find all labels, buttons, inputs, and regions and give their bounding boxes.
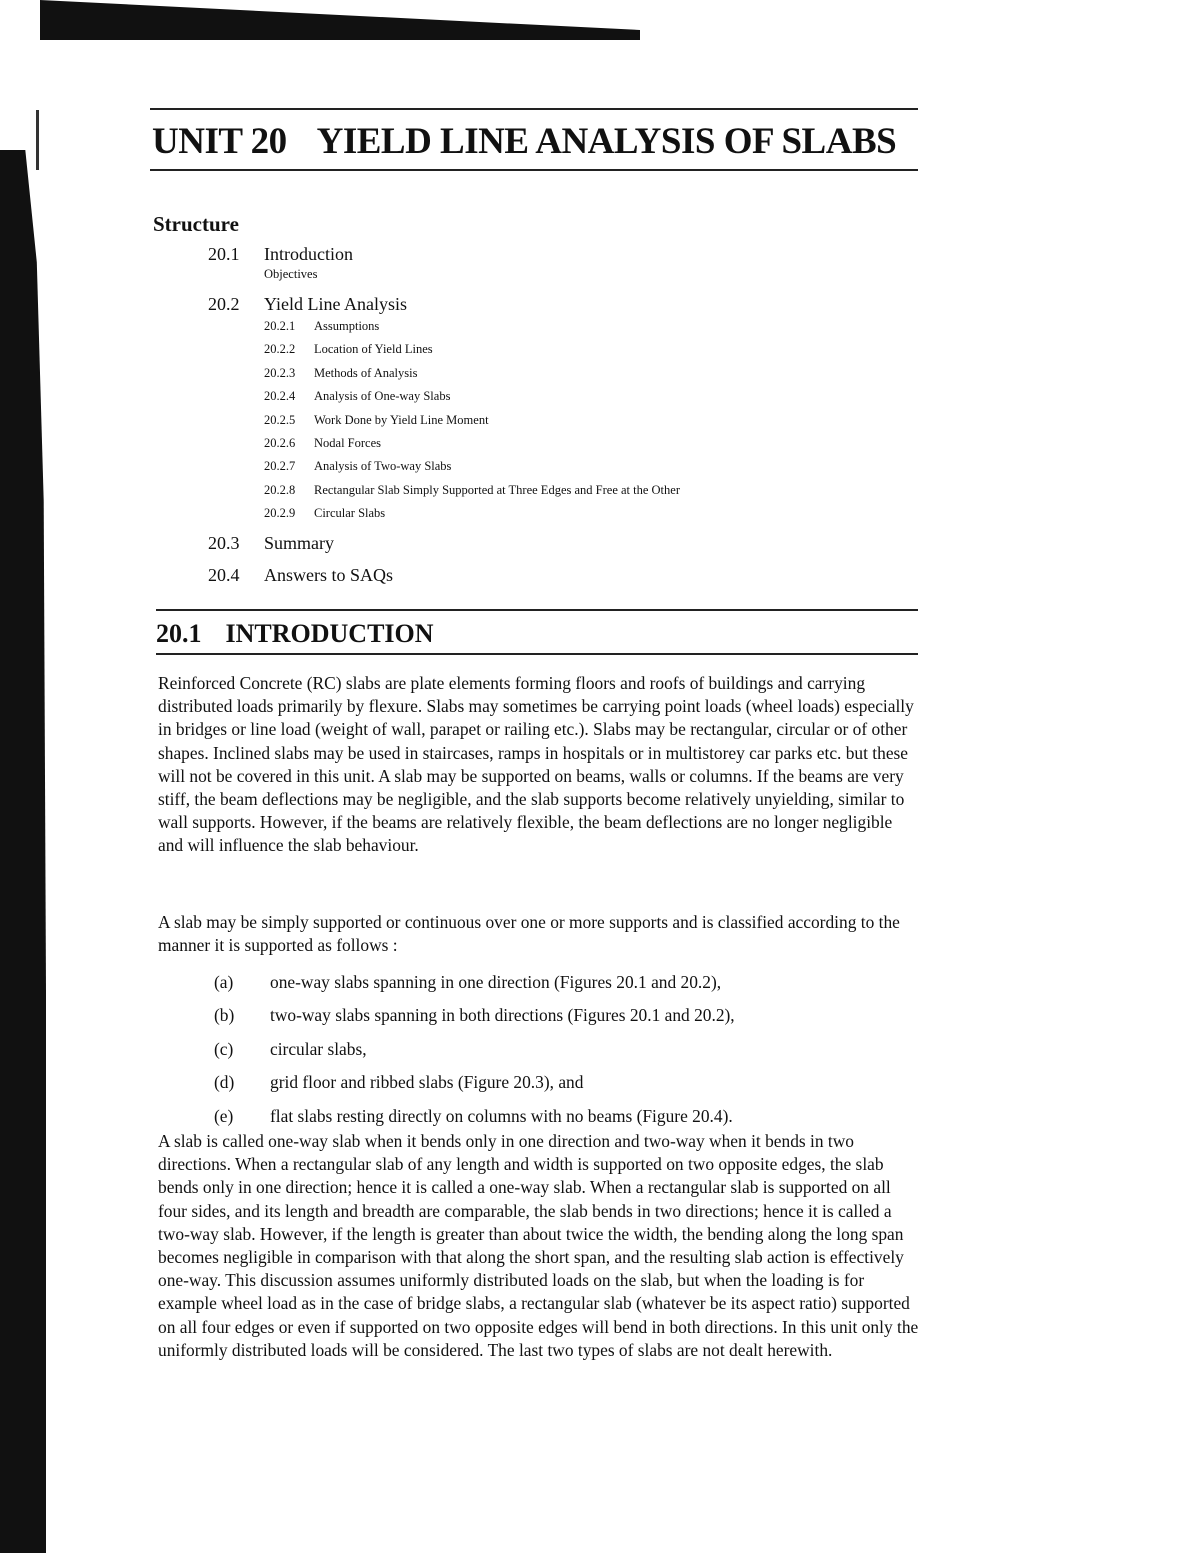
list-marker: (c) <box>214 1038 234 1059</box>
section-number: 20.1 <box>156 619 202 648</box>
toc-subentry <box>264 479 848 502</box>
toc-subentry-title: Circular Slabs <box>314 506 386 521</box>
toc-subentry <box>264 362 848 385</box>
toc-subentry-number: 20.2.7 <box>264 459 296 474</box>
toc-subentry <box>264 409 848 432</box>
toc-subentry-title: Analysis of Two-way Slabs <box>314 459 452 474</box>
toc-subentry-number: 20.2.8 <box>264 482 296 497</box>
toc-subentry-title: Work Done by Yield Line Moment <box>314 412 489 427</box>
table-of-contents <box>208 243 848 586</box>
toc-entry-note: Objectives <box>264 267 318 281</box>
unit-title <box>152 120 918 163</box>
toc-subentry-number: 20.2.3 <box>264 365 296 380</box>
toc-entry <box>208 293 848 315</box>
toc-entry-title: Yield Line Analysis <box>264 294 407 314</box>
toc-subentry-number: 20.2.6 <box>264 436 296 451</box>
toc-entry-number: 20.4 <box>208 564 240 585</box>
toc-entry-title: Answers to SAQs <box>264 564 394 585</box>
toc-entry <box>208 243 848 265</box>
toc-subentry <box>264 338 848 361</box>
paragraph: A slab is called one-way slab when it bends only in one direction and two-way when it bends in two directions. When a rectangular slab of any length and width is supported on two opposite edges, the slab bends only in one direction; hence it is called a one-way slab. When a rectangular slab is supported on all four sides, and its length and breadth are comparable, the slab bends in two directions; hence it is called a two-way slab. However, if the length is greater than about twice the width, the bending along the long span becomes negligible in comparison with that along the short span, and the resulting slab action is effectively one-way. This discussion assumes uniformly distributed loads on the slab, but when the loading is for example wheel load as in the case of bridge slabs, a rectangular slab (whatever be its aspect ratio) supported on all four edges or even if supported on two opposite edges will bend in both directions. In this unit only the uniformly distributed loads will be considered. The last two types of slabs are not dealt herewith. <box>158 1131 919 1360</box>
toc-subentry-number: 20.2.2 <box>264 342 296 357</box>
list-item-text: circular slabs, <box>270 1038 367 1059</box>
structure-heading: Structure <box>153 212 239 236</box>
toc-subentry-title: Location of Yield Lines <box>314 342 433 357</box>
list-marker: (d) <box>214 1072 235 1093</box>
toc-entry <box>208 564 848 586</box>
list-marker: (b) <box>214 1005 235 1026</box>
paragraph: A slab may be simply supported or continuous over one or more supports and is classified according to the manner it is supported as follows : <box>158 912 900 956</box>
toc-subentry-number: 20.2.5 <box>264 412 296 427</box>
unit-number: UNIT 20 <box>152 121 287 162</box>
slab-type-list <box>214 966 894 1133</box>
list-item-text: flat slabs resting directly on columns with no beams (Figure 20.4). <box>270 1105 733 1126</box>
list-item <box>214 1033 894 1066</box>
toc-entry-number: 20.1 <box>208 244 240 264</box>
list-item-text: two-way slabs spanning in both directions (Figures 20.1 and 20.2), <box>270 1005 735 1026</box>
toc-subentry <box>264 432 848 455</box>
toc-entry-title: Introduction <box>264 244 353 264</box>
toc-subentry <box>264 455 848 478</box>
list-item-text: grid floor and ribbed slabs (Figure 20.3), and <box>270 1072 584 1093</box>
list-item <box>214 1066 894 1099</box>
scan-artifact-left-edge <box>0 150 46 1553</box>
toc-subentry <box>264 315 848 338</box>
toc-subentry-title: Methods of Analysis <box>314 365 418 380</box>
list-marker: (e) <box>214 1105 234 1126</box>
toc-subentry-title: Rectangular Slab Simply Supported at Three Edges and Free at the Other <box>314 482 680 497</box>
list-marker: (a) <box>214 972 234 992</box>
section-title: INTRODUCTION <box>225 619 434 648</box>
list-item-text: one-way slabs spanning in one direction (Figures 20.1 and 20.2), <box>270 972 722 992</box>
toc-subentry <box>264 502 848 525</box>
toc-entry <box>208 532 848 554</box>
toc-subentry-number: 20.2.9 <box>264 506 296 521</box>
toc-subentry <box>264 385 848 408</box>
toc-subentry-title: Assumptions <box>314 319 380 333</box>
toc-entry-title: Summary <box>264 532 334 553</box>
toc-subentry-number: 20.2.1 <box>264 319 296 333</box>
scan-artifact-line <box>36 110 39 170</box>
scan-artifact-top <box>40 0 640 40</box>
toc-entry-number: 20.2 <box>208 294 240 314</box>
toc-subentry-number: 20.2.4 <box>264 389 296 404</box>
list-item <box>214 999 894 1032</box>
list-item <box>214 1100 894 1133</box>
toc-entry-number: 20.3 <box>208 532 240 553</box>
unit-header <box>150 108 918 171</box>
toc-subentry-title: Analysis of One-way Slabs <box>314 389 451 404</box>
toc-subentry-title: Nodal Forces <box>314 436 381 451</box>
unit-name: YIELD LINE ANALYSIS OF SLABS <box>316 121 897 162</box>
section-heading <box>156 609 918 655</box>
list-item <box>214 966 894 999</box>
paragraph: Reinforced Concrete (RC) slabs are plate elements forming floors and roofs of buildings and carrying distributed loads primarily by flexure. Slabs may sometimes be carrying point loads (wheel loads) especially in bridges or line load (weight of wall, parapet or railing etc.). Slabs may be rectangular, circular or of other shapes. Inclined slabs may be used in staircases, ramps in hospitals or in multistorey car parks etc. but these will not be covered in this unit. A slab may be supported on beams, walls or columns. If the beams are very stiff, the beam deflections may be negligible, and the slab supports become relatively unyielding, similar to wall supports. However, if the beams are relatively flexible, the beam deflections are no longer negligible and will influence the slab behaviour. <box>158 673 914 856</box>
